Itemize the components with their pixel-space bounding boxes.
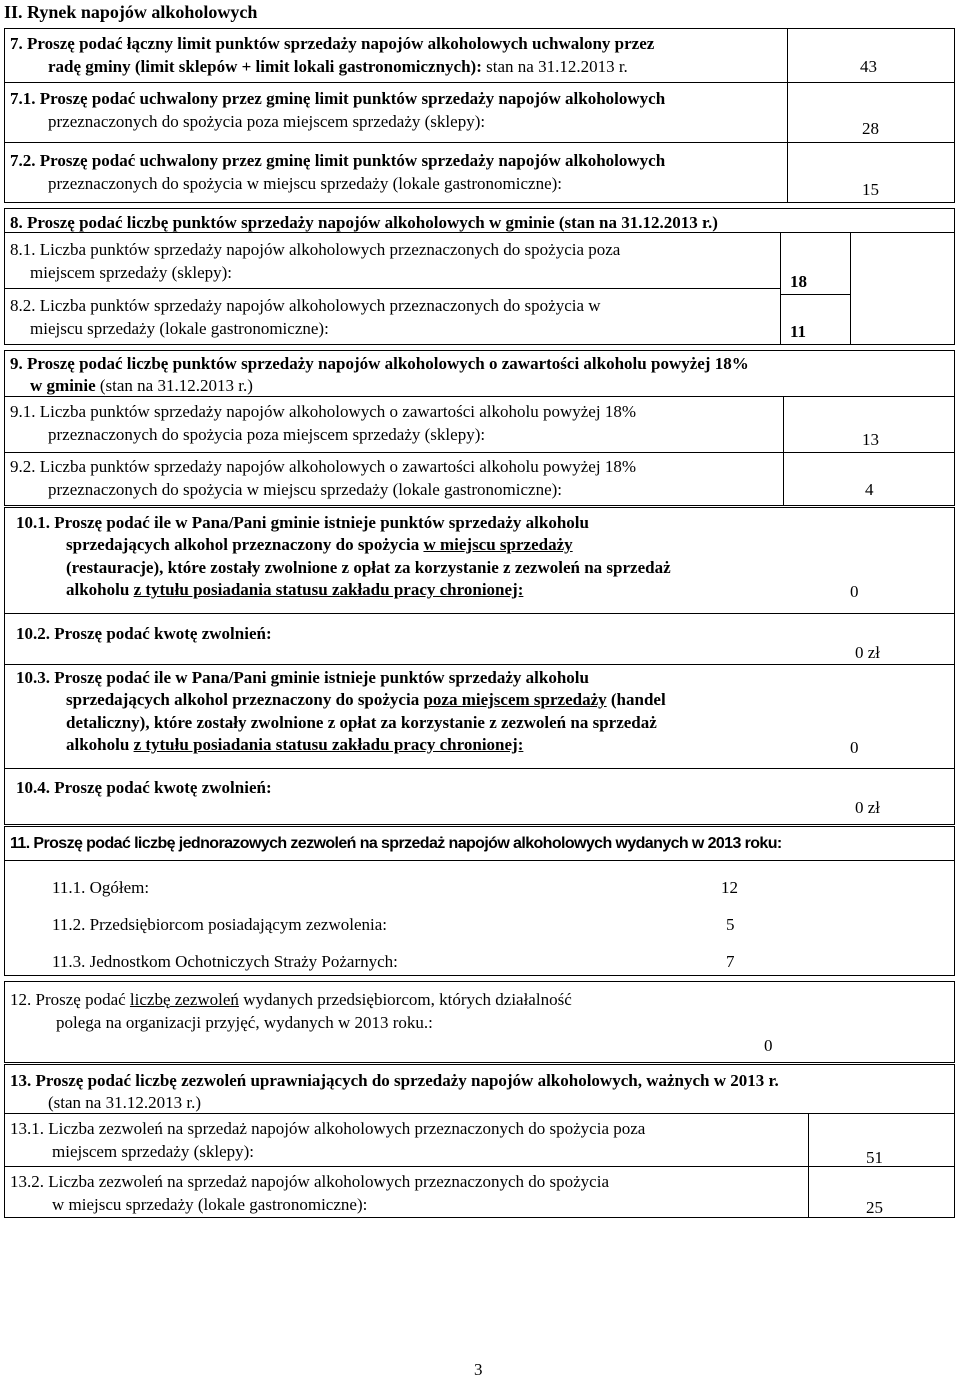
q13-2-value[interactable]: 25 [866, 1198, 883, 1217]
section-title: II. Rynek napojów alkoholowych [4, 2, 258, 22]
q8-2-value[interactable]: 11 [790, 322, 807, 341]
q7-line1: 7. Proszę podać łączny limit punktów sprzedaży napojów alkoholowych uchwalony przez [10, 34, 655, 53]
page-number: 3 [474, 1360, 483, 1379]
q9-line2: w gminie (stan na 31.12.2013 r.) [30, 376, 253, 395]
q10-1-value[interactable]: 0 [850, 582, 859, 601]
q7-value-column-divider [787, 28, 788, 203]
q10-4-line1: 10.4. Proszę podać kwotę zwolnień: [16, 778, 272, 797]
q13-1-line2: miejscem sprzedaży (sklepy): [52, 1142, 255, 1161]
q9-2-line2: przeznaczonych do spożycia w miejscu sprzedaży (lokale gastronomiczne): [48, 480, 563, 499]
q10-4-value[interactable]: 0 zł [855, 798, 881, 817]
q10-1-line2: sprzedających alkohol przeznaczony do spożycia w miejscu sprzedaży [66, 535, 573, 554]
q7-2-line1: 7.2. Proszę podać uchwalony przez gminę limit punktów sprzedaży napojów alkoholowych [10, 151, 666, 170]
q13-2-line1: 13.2. Liczba zezwoleń na sprzedaż napojów alkoholowych przeznaczonych do spożycia [10, 1172, 609, 1191]
q10-2-row-divider [4, 664, 955, 665]
q8-1-line1: 8.1. Liczba punktów sprzedaży napojów alkoholowych przeznaczonych do spożycia poza [10, 240, 621, 259]
q13-1-value[interactable]: 51 [866, 1148, 883, 1167]
q10-1-line3: (restauracje), które zostały zwolnione z opłat za korzystanie z zezwoleń na sprzedaż [66, 558, 671, 577]
q11-2-value[interactable]: 5 [726, 915, 735, 934]
q8-value-column-divider [780, 232, 781, 345]
q7-1-row-divider [4, 142, 955, 143]
q7-value[interactable]: 43 [860, 57, 877, 76]
q10-1-line1: 10.1. Proszę podać ile w Pana/Pani gminie istnieje punktów sprzedaży alkoholu [16, 513, 589, 532]
q7-1-line2: przeznaczonych do spożycia poza miejscem sprzedaży (sklepy): [48, 112, 486, 131]
q11-header-divider [4, 860, 955, 861]
q9-1-line2: przeznaczonych do spożycia poza miejscem sprzedaży (sklepy): [48, 425, 486, 444]
q9-1-value[interactable]: 13 [862, 430, 879, 449]
q8-1-line2: miejscem sprzedaży (sklepy): [30, 263, 233, 282]
q10-2-line1: 10.2. Proszę podać kwotę zwolnień: [16, 624, 272, 643]
q13-value-column-divider [808, 1113, 809, 1218]
q7-line2: radę gminy (limit sklepów + limit lokali gastronomicznych): stan na 31.12.2013 r. [48, 57, 628, 76]
q11-2-label: 11.2. Przedsiębiorcom posiadającym zezwolenia: [52, 915, 388, 934]
q10-3-line3: detaliczny), które zostały zwolnione z opłat za korzystanie z zezwoleń na sprzedaż [66, 713, 657, 732]
q7-1-value[interactable]: 28 [862, 119, 879, 138]
q11-3-value[interactable]: 7 [726, 952, 735, 971]
q13-1-line1: 13.1. Liczba zezwoleń na sprzedaż napojów alkoholowych przeznaczonych do spożycia poza [10, 1119, 646, 1138]
q12-line2: polega na organizacji przyjęć, wydanych w 2013 roku.: [56, 1013, 433, 1032]
q9-1-line1: 9.1. Liczba punktów sprzedaży napojów alkoholowych o zawartości alkoholu powyżej 18% [10, 402, 636, 421]
q7-row-divider [4, 82, 955, 83]
q10-2-value[interactable]: 0 zł [855, 643, 881, 662]
q7-2-line2: przeznaczonych do spożycia w miejscu sprzedaży (lokale gastronomiczne): [48, 174, 563, 193]
q11-1-label: 11.1. Ogółem: [52, 878, 150, 897]
q13-1-row-divider [4, 1166, 955, 1167]
q10-3-line1: 10.3. Proszę podać ile w Pana/Pani gminie istnieje punktów sprzedaży alkoholu [16, 668, 589, 687]
q13-2-line2: w miejscu sprzedaży (lokale gastronomiczne): [52, 1195, 368, 1214]
q9-1-row-divider [4, 452, 955, 453]
q9-line1: 9. Proszę podać liczbę punktów sprzedaży napojów alkoholowych o zawartości alkoholu powyżej 18% [10, 354, 749, 373]
q8-line1: 8. Proszę podać liczbę punktów sprzedaży napojów alkoholowych w gminie (stan na 31.12.2013 r.) [10, 213, 718, 232]
q8-1-row-divider [4, 288, 780, 289]
q8-value-box-right [850, 232, 851, 345]
q8-2-line2: miejscu sprzedaży (lokale gastronomiczne): [30, 319, 329, 338]
q10-3-value[interactable]: 0 [850, 738, 859, 757]
q7-1-line1: 7.1. Proszę podać uchwalony przez gminę limit punktów sprzedaży napojów alkoholowych [10, 89, 666, 108]
q10-3-row-divider [4, 768, 955, 769]
q13-line2: (stan na 31.12.2013 r.) [48, 1093, 201, 1112]
q11-1-value[interactable]: 12 [721, 878, 738, 897]
q12-value[interactable]: 0 [764, 1036, 773, 1055]
q7-2-value[interactable]: 15 [862, 180, 879, 199]
q10-3-line4: alkoholu z tytułu posiadania statusu zakładu pracy chronionej: [66, 735, 524, 754]
q10-3-line2: sprzedających alkohol przeznaczony do spożycia poza miejscem sprzedaży (handel [66, 690, 666, 709]
q8-2-line1: 8.2. Liczba punktów sprzedaży napojów alkoholowych przeznaczonych do spożycia w [10, 296, 601, 315]
q13-line1: 13. Proszę podać liczbę zezwoleń uprawniających do sprzedaży napojów alkoholowych, ważnych w 2013 r. [10, 1071, 779, 1090]
q12-line1: 12. Proszę podać liczbę zezwoleń wydanych przedsiębiorcom, których działalność [10, 990, 572, 1009]
q11-title: 11. Proszę podać liczbę jednorazowych zezwoleń na sprzedaż napojów alkoholowych wydanych w 2013 roku: [10, 835, 782, 852]
q9-value-column-divider [783, 396, 784, 506]
q9-2-value[interactable]: 4 [865, 480, 874, 499]
q10-1-line4: alkoholu z tytułu posiadania statusu zakładu pracy chronionej: [66, 580, 524, 599]
q11-3-label: 11.3. Jednostkom Ochotniczych Straży Pożarnych: [52, 952, 398, 971]
q8-1-value[interactable]: 18 [790, 272, 807, 291]
q9-2-line1: 9.2. Liczba punktów sprzedaży napojów alkoholowych o zawartości alkoholu powyżej 18% [10, 457, 636, 476]
q8-1-value-underline [780, 294, 850, 295]
q10-1-row-divider [4, 613, 955, 614]
